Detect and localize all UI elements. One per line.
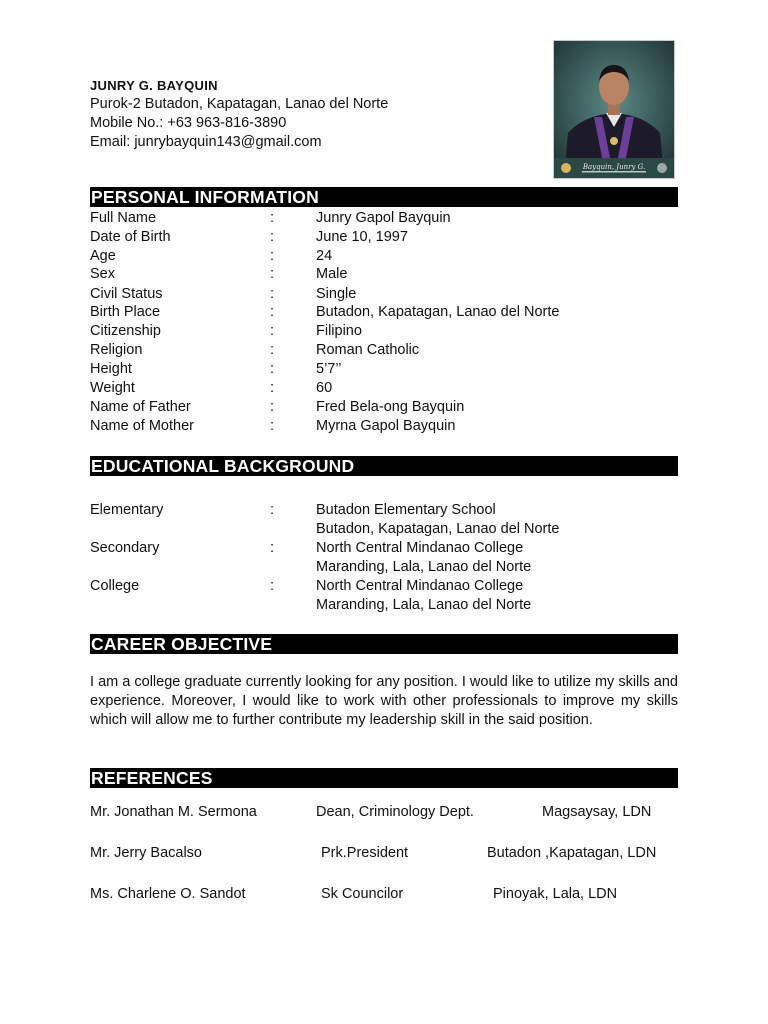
reference-location: Pinoyak, Lala, LDN	[493, 886, 618, 902]
education-level: College	[90, 578, 140, 594]
field-value: Roman Catholic	[316, 342, 420, 358]
personal-row	[90, 379, 678, 398]
section-educational-background: EDUCATIONAL BACKGROUND	[90, 456, 678, 476]
section-personal-information: PERSONAL INFORMATION	[90, 187, 678, 207]
school-name: North Central Mindanao College	[316, 578, 524, 594]
field-label: Date of Birth	[90, 229, 171, 245]
school-address: Butadon, Kapatagan, Lanao del Norte	[316, 521, 560, 537]
reference-position: Sk Councilor	[321, 886, 404, 902]
field-label: Age	[90, 248, 116, 264]
education-level: Elementary	[90, 502, 164, 518]
personal-row	[90, 398, 678, 417]
field-value: Junry Gapol Bayquin	[316, 210, 451, 226]
field-separator: :	[270, 361, 275, 377]
field-value: June 10, 1997	[316, 229, 408, 245]
personal-row	[90, 341, 678, 360]
field-label: Height	[90, 361, 132, 377]
personal-row	[90, 265, 678, 284]
personal-row	[90, 247, 678, 266]
education-row	[90, 577, 678, 596]
reference-location: Magsaysay, LDN	[542, 804, 652, 820]
career-objective-text: I am a college graduate currently looking for any position. I would like to utilize my skills and experience. Moreover, I would like to work with other professionals to improve my skills which will allow me to further contribute my leadership skill in the said position.	[90, 674, 678, 728]
education-row	[90, 501, 678, 520]
field-label: Sex	[90, 266, 115, 282]
reference-position: Prk.President	[321, 845, 409, 861]
reference-name: Mr. Jonathan M. Sermona	[90, 804, 257, 820]
field-separator: :	[270, 418, 275, 434]
section-references: REFERENCES	[90, 768, 678, 788]
field-label: Citizenship	[90, 323, 161, 339]
applicant-name: JUNRY G. BAYQUIN	[90, 78, 218, 93]
field-label: Name of Mother	[90, 418, 194, 434]
personal-row	[90, 303, 678, 322]
field-value: 5’7’’	[316, 361, 342, 377]
field-value: Myrna Gapol Bayquin	[316, 418, 456, 434]
reference-name: Ms. Charlene O. Sandot	[90, 886, 246, 902]
personal-row	[90, 417, 678, 436]
field-separator: :	[270, 399, 275, 415]
field-value: 24	[316, 248, 333, 264]
reference-location: Butadon ,Kapatagan, LDN	[487, 845, 657, 861]
field-separator: :	[270, 266, 275, 282]
field-label: Religion	[90, 342, 143, 358]
school-name: North Central Mindanao College	[316, 540, 524, 556]
field-value: 60	[316, 380, 333, 396]
field-separator: :	[270, 248, 275, 264]
field-value: Butadon, Kapatagan, Lanao del Norte	[316, 304, 560, 320]
field-separator: :	[270, 304, 275, 320]
field-label: Civil Status	[90, 286, 163, 302]
mobile-line: Mobile No.: +63 963-816-3890	[90, 115, 287, 131]
field-label: Full Name	[90, 210, 157, 226]
reference-name: Mr. Jerry Bacalso	[90, 845, 202, 861]
education-level: Secondary	[90, 540, 160, 556]
field-separator: :	[270, 286, 275, 302]
education-row-address	[90, 520, 678, 539]
field-separator: :	[270, 502, 275, 518]
section-career-objective: CAREER OBJECTIVE	[90, 634, 678, 654]
address-line: Purok-2 Butadon, Kapatagan, Lanao del Norte	[90, 96, 389, 112]
field-separator: :	[270, 380, 275, 396]
school-address: Maranding, Lala, Lanao del Norte	[316, 559, 532, 575]
field-separator: :	[270, 210, 275, 226]
personal-row	[90, 360, 678, 379]
photo-caption: Bayquin, Junry G.	[582, 163, 646, 171]
school-name: Butadon Elementary School	[316, 502, 496, 518]
field-label: Name of Father	[90, 399, 191, 415]
field-separator: :	[270, 323, 275, 339]
field-separator: :	[270, 342, 275, 358]
personal-row	[90, 322, 678, 341]
field-value: Male	[316, 266, 348, 282]
education-row-address	[90, 558, 678, 577]
field-separator: :	[270, 578, 275, 594]
field-label: Weight	[90, 380, 135, 396]
field-value: Single	[316, 286, 357, 302]
graduation-portrait-image	[554, 41, 674, 178]
reference-position: Dean, Criminology Dept.	[316, 804, 474, 820]
email-line: Email: junrybayquin143@gmail.com	[90, 134, 322, 150]
profile-photo	[553, 40, 675, 179]
school-address: Maranding, Lala, Lanao del Norte	[316, 597, 532, 613]
field-separator: :	[270, 540, 275, 556]
personal-row	[90, 209, 678, 228]
personal-row	[90, 285, 678, 304]
field-separator: :	[270, 229, 275, 245]
education-row	[90, 539, 678, 558]
personal-row	[90, 228, 678, 247]
field-label: Birth Place	[90, 304, 161, 320]
field-value: Fred Bela-ong Bayquin	[316, 399, 465, 415]
field-value: Filipino	[316, 323, 362, 339]
education-row-address	[90, 596, 678, 615]
